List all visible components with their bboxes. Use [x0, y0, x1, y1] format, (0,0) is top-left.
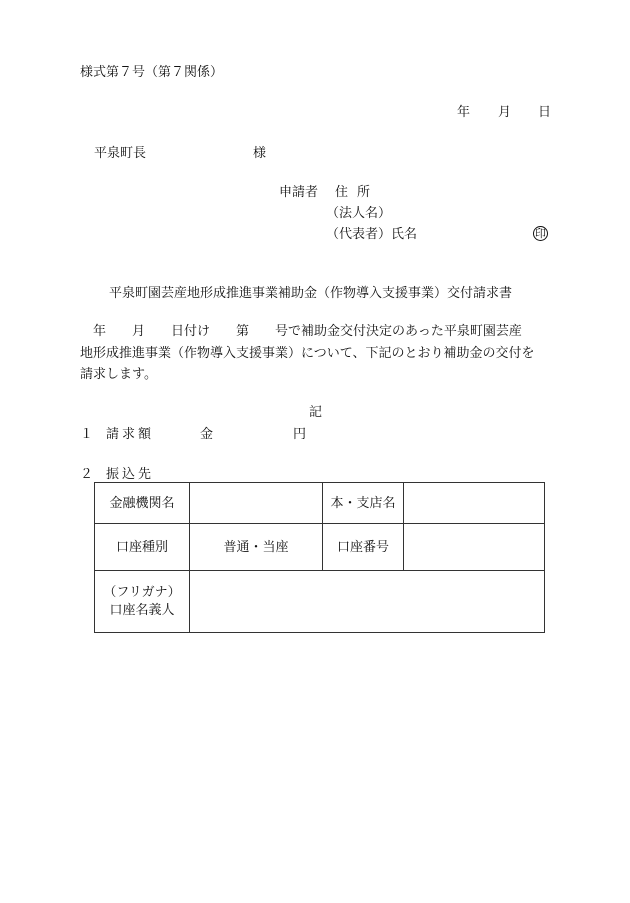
account-number-field[interactable] — [404, 524, 545, 571]
body-line-3: 請求します。 — [80, 367, 157, 382]
item2-number: ２ — [80, 467, 94, 482]
representative-label: （代表者）氏名 — [326, 227, 418, 242]
seal-mark: 印 — [535, 227, 546, 240]
ki-heading: 記 — [309, 405, 323, 420]
account-number-label: 口座番号 — [323, 524, 404, 571]
date-year: 年 — [457, 105, 471, 120]
item1-number: １ — [80, 427, 94, 442]
table-row — [95, 483, 545, 524]
date-day: 日 — [538, 105, 552, 120]
account-type-value[interactable]: 普通・当座 — [190, 524, 323, 571]
applicant-label: 申請者 — [279, 185, 319, 200]
corp-name-label: （法人名） — [326, 206, 392, 221]
item2-label: 振込先 — [106, 467, 155, 482]
item1-en: 円 — [293, 427, 307, 442]
table-row — [95, 571, 545, 633]
bank-transfer-table — [94, 482, 545, 633]
branch-label: 本・支店名 — [323, 483, 404, 524]
item1-kin: 金 — [200, 427, 214, 442]
addressee-name: 平泉町長 — [94, 146, 147, 161]
account-holder-label-cell — [95, 571, 190, 633]
table-row — [95, 524, 545, 571]
body-line-2: 地形成推進事業（作物導入支援事業）について、下記のとおり補助金の交付を — [80, 346, 535, 361]
addressee-honorific: 様 — [253, 146, 267, 161]
address-label: 住所 — [335, 185, 380, 200]
account-holder-field[interactable] — [190, 571, 545, 633]
furigana-label: （フリガナ） — [103, 584, 181, 600]
branch-field[interactable] — [404, 483, 545, 524]
date-month: 月 — [498, 105, 512, 120]
body-line-1: 年 月 日付け 第 号で補助金交付決定のあった平泉町園芸産 — [80, 324, 522, 339]
form-number: 様式第７号（第７関係） — [80, 65, 224, 80]
bank-name-field[interactable] — [190, 483, 323, 524]
account-type-label: 口座種別 — [95, 524, 190, 571]
account-holder-label: 口座名義人 — [109, 602, 175, 618]
item1-label: 請求額 — [106, 427, 155, 442]
document-title: 平泉町園芸産地形成推進事業補助金（作物導入支援事業）交付請求書 — [109, 286, 513, 301]
bank-name-label: 金融機関名 — [95, 483, 190, 524]
